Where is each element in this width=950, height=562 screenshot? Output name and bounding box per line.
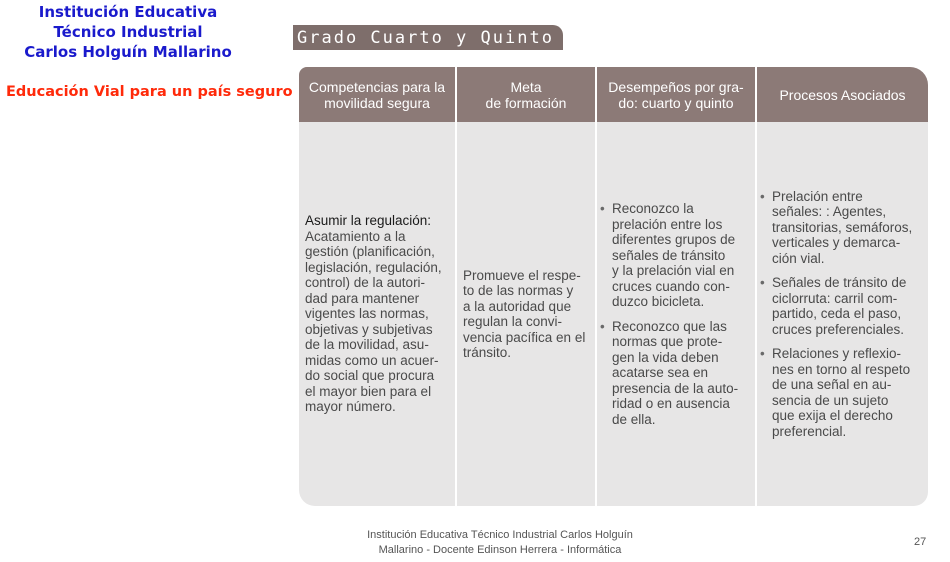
header-competencias bbox=[299, 67, 455, 122]
item-line: partido, ceda el paso, bbox=[772, 306, 902, 322]
header-line: do: cuarto y quinto bbox=[618, 94, 734, 111]
competencia-line: de la movilidad, asu- bbox=[305, 337, 429, 353]
list-item bbox=[759, 346, 912, 439]
item-line: • Reconozco que las bbox=[612, 318, 727, 334]
meta-line: to de las normas y bbox=[463, 283, 574, 298]
header-desempenos bbox=[597, 67, 755, 122]
competencia-lead: Asumir la regulación: bbox=[305, 213, 432, 229]
item-line: ción vial. bbox=[772, 250, 825, 266]
header-line: Competencias para la bbox=[308, 78, 446, 95]
footer-line: Mallarino - Docente Edinson Herrera - Informática bbox=[378, 544, 622, 556]
item-line: nes en torno al respeto bbox=[772, 361, 911, 377]
procesos-list bbox=[759, 189, 912, 440]
school-name-line-3: Carlos Holguín Mallarino bbox=[24, 43, 232, 61]
header-line: Meta bbox=[510, 78, 542, 95]
competencia-line: control) de la autori- bbox=[305, 275, 426, 291]
grade-banner: Grado Cuarto y Quinto bbox=[293, 25, 563, 50]
cell-competencia bbox=[305, 122, 453, 506]
competencia-line: midas como un acuer- bbox=[305, 352, 439, 368]
competencia-line: Acatamiento a la bbox=[305, 228, 406, 244]
school-name-line-2: Técnico Industrial bbox=[53, 23, 203, 41]
cell-desempenos bbox=[599, 122, 751, 506]
competencia-line: el mayor bien para el bbox=[305, 383, 432, 399]
header-line: Procesos Asociados bbox=[779, 86, 906, 103]
item-line: señales de tránsito bbox=[612, 247, 726, 263]
item-line: que exija el derecho bbox=[772, 408, 893, 424]
item-line: ridad o en ausencia bbox=[612, 396, 730, 411]
item-line: preferencial. bbox=[772, 423, 847, 439]
column-divider bbox=[595, 67, 597, 506]
meta-line: a la autoridad que bbox=[463, 298, 572, 314]
page-number: 27 bbox=[914, 536, 927, 548]
list-item bbox=[599, 201, 738, 310]
item-line: de ella. bbox=[612, 411, 656, 427]
competencia-line: dad para mantener bbox=[305, 290, 420, 306]
subject-title: Educación Vial para un país seguro bbox=[6, 84, 293, 100]
school-name-line-1: Institución Educativa bbox=[38, 3, 218, 21]
competencia-line: vigentes las normas, bbox=[305, 306, 429, 322]
table-header-row bbox=[299, 67, 928, 122]
header-procesos bbox=[757, 67, 928, 122]
item-line: • Señales de tránsito de bbox=[772, 275, 907, 291]
item-line: sencia de un sujeto bbox=[772, 392, 889, 408]
item-line: de una señal en au- bbox=[772, 377, 892, 393]
item-line: y la prelación vial en bbox=[612, 263, 735, 278]
cell-meta bbox=[463, 122, 593, 506]
item-line: • Relaciones y reflexio- bbox=[772, 346, 902, 362]
meta-line: tránsito. bbox=[463, 345, 512, 360]
meta-line: vencia pacífica en el bbox=[463, 329, 586, 345]
header-meta bbox=[457, 67, 595, 122]
item-line: acatarse sea en bbox=[612, 365, 709, 380]
item-line: gen la vida deben bbox=[612, 349, 719, 365]
competencies-table bbox=[299, 67, 928, 506]
list-item bbox=[759, 189, 912, 267]
list-item bbox=[759, 275, 912, 337]
item-line: diferentes grupos de bbox=[612, 232, 736, 247]
item-line: cruces cuando con- bbox=[612, 278, 730, 294]
list-item bbox=[599, 319, 738, 428]
item-line: cruces preferenciales. bbox=[772, 321, 905, 337]
competencia-line: do social que procura bbox=[305, 368, 435, 384]
footer-text bbox=[330, 528, 670, 558]
item-line: presencia de la auto- bbox=[612, 380, 739, 396]
column-divider bbox=[755, 67, 757, 506]
item-line: verticales y demarca- bbox=[772, 235, 901, 251]
desempenos-list bbox=[599, 201, 738, 427]
column-divider bbox=[455, 67, 457, 506]
school-name bbox=[0, 2, 256, 62]
cell-procesos bbox=[759, 122, 923, 506]
item-line: ciclorruta: carril com- bbox=[772, 290, 898, 306]
meta-line: Promueve el respe- bbox=[463, 267, 581, 283]
meta-line: regulan la convi- bbox=[463, 314, 563, 329]
item-line: señales: : Agentes, bbox=[772, 204, 887, 220]
competencia-line: legislación, regulación, bbox=[305, 259, 442, 275]
header-line: movilidad segura bbox=[324, 94, 430, 111]
competencia-line: mayor número. bbox=[305, 399, 396, 415]
item-line: transitorias, semáforos, bbox=[772, 219, 913, 235]
item-line: duzco bicicleta. bbox=[612, 294, 705, 309]
header-line: Desempeños por gra- bbox=[608, 78, 744, 95]
competencia-line: objetivas y subjetivas bbox=[305, 321, 433, 337]
competencia-line: gestión (planificación, bbox=[305, 244, 435, 260]
footer-line: Institución Educativa Técnico Industrial Carlos Holguín bbox=[367, 529, 633, 541]
item-line: normas que prote- bbox=[612, 334, 723, 349]
header-line: de formación bbox=[485, 94, 567, 111]
item-line: • Reconozco la bbox=[612, 201, 694, 216]
item-line: prelación entre los bbox=[612, 216, 723, 232]
item-line: • Prelación entre bbox=[772, 188, 863, 204]
